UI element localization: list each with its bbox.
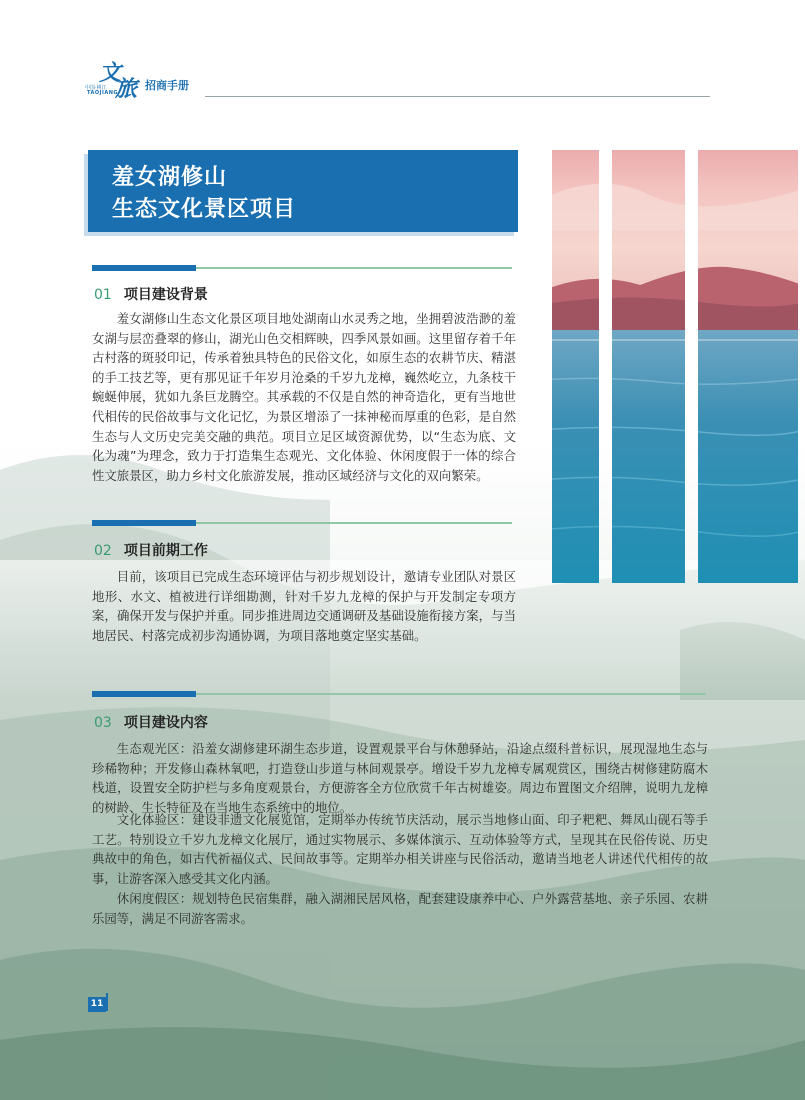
section-02-heading — [94, 540, 208, 560]
header-divider — [205, 96, 710, 97]
wenlv-logo — [85, 58, 143, 102]
section-02-divider — [92, 520, 512, 526]
page-number-accent — [106, 993, 108, 1011]
section-number: 02 — [94, 543, 112, 559]
section-title: 项目建设背景 — [123, 287, 208, 303]
section-03-paragraph-3: 休闲度假区：规划特色民宿集群，融入湖湘民居风格，配套建设康养中心、户外露营基地、亲子乐园、农耕乐园等，满足不同游客需求。 — [92, 891, 708, 926]
divider-green-line — [196, 522, 512, 524]
logo-location-text: 中国·桃江 — [85, 85, 107, 91]
page-number: 11 — [88, 997, 106, 1012]
logo-pinyin-text: TAOJIANG — [87, 90, 119, 96]
section-number: 03 — [94, 715, 112, 731]
section-03-paragraph-1: 生态观光区：沿羞女湖修建环湖生态步道，设置观景平台与休憩驿站，沿途点缀科普标识，展现湿地生态与珍稀物种；开发修山森林氧吧，打造登山步道与林间观景亭。增设千岁九龙樟专属观赏区，围绕古树修建防腐木栈道，设置安全防护栏与多角度观景台，方便游客全方位欣赏千年古树雄姿。周边布置图文介绍牌，说明九龙樟的树龄、生长特征及在当地生态系统中的地位。 — [92, 741, 708, 815]
logo-char-2: 旅 — [115, 76, 138, 102]
divider-blue-block — [92, 691, 196, 697]
divider-blue-block — [92, 520, 196, 526]
project-title-banner — [88, 150, 518, 232]
divider-blue-block — [92, 265, 196, 271]
lake-photo-strip-1 — [552, 150, 599, 583]
brochure-title: 招商手册 — [145, 79, 189, 92]
section-03-paragraph-2: 文化体验区：建设非遗文化展览馆，定期举办传统节庆活动，展示当地修山面、印子粑粑、舞凤山砚石等手工艺。特别设立千岁九龙樟文化展厅，通过实物展示、多媒体演示、互动体验等方式，呈现其在民俗传说、历史典故中的角色，如古代祈福仪式、民间故事等。定期举办相关讲座与民俗活动，邀请当地老人讲述代代相传的故事，让游客深入感受其文化内涵。 — [92, 812, 708, 886]
section-title: 项目前期工作 — [123, 543, 208, 559]
section-03-heading — [94, 712, 208, 732]
section-title: 项目建设内容 — [123, 715, 208, 731]
section-number: 01 — [94, 287, 112, 303]
brochure-header — [85, 58, 710, 100]
project-title-line-2: 生态文化景区项目 — [112, 197, 297, 222]
section-01-paragraph: 羞女湖修山生态文化景区项目地处湖南山水灵秀之地，坐拥碧波浩渺的羞女湖与层峦叠翠的修山，湖光山色交相辉映，四季风景如画。这里留存着千年古村落的斑驳印记，传承着独具特色的民俗文化，如原生态的农耕节庆、精湛的手工技艺等，更有那见证千年岁月沧桑的千岁九龙樟，巍然屹立，九条枝干蜿蜒伸展，犹如九条巨龙腾空。其承载的不仅是自然的神奇造化，更有当地世代相传的民俗故事与文化记忆，为景区增添了一抹神秘而厚重的色彩，是自然生态与人文历史完美交融的典范。项目立足区域资源优势，以“生态为底、文化为魂”为理念，致力于打造集生态观光、文化体验、休闲度假于一体的综合性文旅景区，助力乡村文化旅游发展，推动区域经济与文化的双向繁荣。 — [92, 311, 516, 483]
divider-green-line — [196, 267, 512, 269]
project-title-line-1: 羞女湖修山 — [112, 165, 228, 190]
section-01-divider — [92, 265, 512, 271]
section-03-divider — [92, 691, 706, 697]
logo-char-1: 文 — [99, 60, 122, 86]
lake-photo-strip-2 — [612, 150, 685, 583]
section-02-paragraph: 目前，该项目已完成生态环境评估与初步规划设计，邀请专业团队对景区地形、水文、植被进行详细勘测，针对千岁九龙樟的保护与开发制定专项方案，确保开发与保护并重。同步推进周边交通调研及基础设施衔接方案，与当地居民、村落完成初步沟通协调，为项目落地奠定坚实基础。 — [92, 569, 516, 643]
divider-green-line — [196, 693, 706, 695]
lake-photo-strip-3 — [698, 150, 798, 583]
section-01-heading — [94, 284, 208, 304]
